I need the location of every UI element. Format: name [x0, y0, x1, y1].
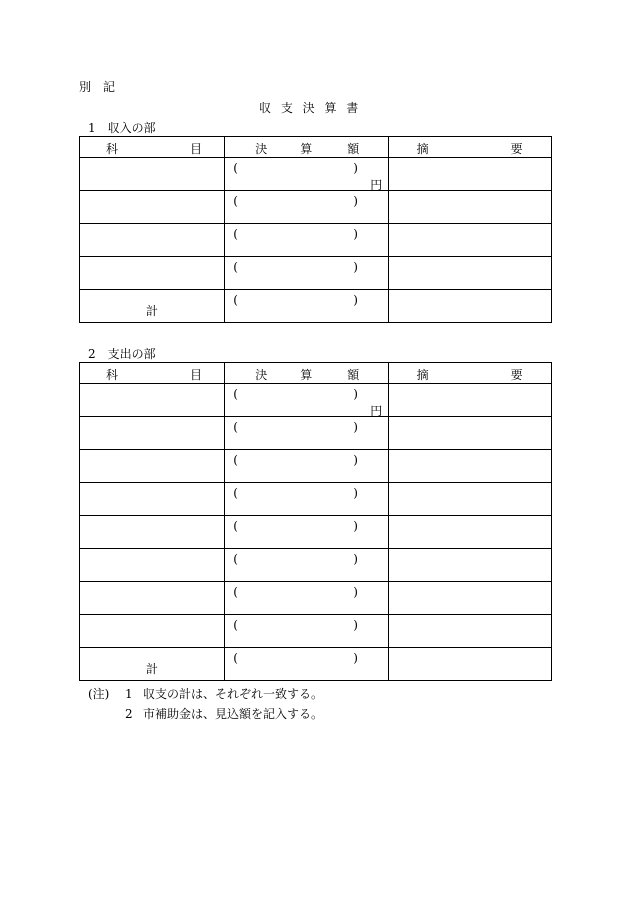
document-title: 収 支 決 算 書: [259, 101, 362, 115]
income-row: [80, 257, 552, 290]
expense-row: [80, 582, 552, 615]
amount-cell[interactable]: ( ): [225, 417, 388, 450]
subject-cell[interactable]: [80, 224, 225, 257]
subject-cell[interactable]: [80, 549, 225, 582]
total-label-cell: 計: [80, 290, 225, 323]
remarks-cell[interactable]: [388, 191, 551, 224]
notes-label: (注): [88, 687, 110, 701]
amount-cell[interactable]: ( ): [225, 257, 388, 290]
remarks-cell[interactable]: [388, 516, 551, 549]
income-table: [79, 136, 552, 323]
remarks-cell[interactable]: [388, 417, 551, 450]
header-subject: 科 目: [80, 363, 225, 384]
header-amount: 決 算 額: [225, 363, 388, 384]
expense-row: [80, 384, 552, 417]
amount-cell[interactable]: ( ): [225, 582, 388, 615]
subject-cell[interactable]: [80, 615, 225, 648]
expense-row: [80, 516, 552, 549]
remarks-cell[interactable]: [388, 615, 551, 648]
note-text: 収支の計は、それぞれ一致する。: [143, 687, 324, 701]
note-text: 市補助金は、見込額を記入する。: [143, 707, 324, 721]
remarks-cell[interactable]: [388, 224, 551, 257]
note-number: 1: [125, 687, 133, 701]
expense-row: [80, 483, 552, 516]
amount-cell[interactable]: ( ) 円: [225, 158, 388, 191]
remarks-cell[interactable]: [388, 582, 551, 615]
subject-cell[interactable]: [80, 191, 225, 224]
expense-header-row: [80, 363, 552, 384]
remarks-cell[interactable]: [388, 384, 551, 417]
income-row: [80, 191, 552, 224]
expense-table: [79, 362, 552, 681]
subject-cell[interactable]: [80, 158, 225, 191]
remarks-cell[interactable]: [388, 549, 551, 582]
total-label-cell: 計: [80, 648, 225, 681]
income-total-row: [80, 290, 552, 323]
amount-cell[interactable]: ( ): [225, 483, 388, 516]
header-amount: 決 算 額: [225, 137, 388, 158]
income-heading: 1 収入の部: [88, 121, 156, 135]
amount-cell[interactable]: ( ): [225, 224, 388, 257]
remarks-cell[interactable]: [388, 450, 551, 483]
note-number: 2: [125, 707, 133, 721]
income-row: [80, 224, 552, 257]
expense-row: [80, 417, 552, 450]
income-header-row: [80, 137, 552, 158]
expense-total-row: [80, 648, 552, 681]
amount-cell[interactable]: ( ): [225, 516, 388, 549]
header-remarks: 摘 要: [388, 137, 551, 158]
expense-row: [80, 450, 552, 483]
remarks-cell[interactable]: [388, 257, 551, 290]
remarks-cell[interactable]: [388, 648, 551, 681]
yen-unit: 円: [370, 404, 383, 418]
yen-unit: 円: [370, 178, 383, 192]
expense-row: [80, 549, 552, 582]
header-remarks: 摘 要: [388, 363, 551, 384]
subject-cell[interactable]: [80, 582, 225, 615]
subject-cell[interactable]: [80, 516, 225, 549]
amount-cell[interactable]: ( ): [225, 615, 388, 648]
amount-cell[interactable]: ( ): [225, 648, 388, 681]
subject-cell[interactable]: [80, 450, 225, 483]
expense-row: [80, 615, 552, 648]
header-subject: 科 目: [80, 137, 225, 158]
remarks-cell[interactable]: [388, 158, 551, 191]
amount-cell[interactable]: ( ): [225, 549, 388, 582]
expense-heading: 2 支出の部: [88, 347, 156, 361]
amount-cell[interactable]: ( ): [225, 191, 388, 224]
subject-cell[interactable]: [80, 417, 225, 450]
subject-cell[interactable]: [80, 257, 225, 290]
remarks-cell[interactable]: [388, 483, 551, 516]
income-row: [80, 158, 552, 191]
amount-cell[interactable]: ( ): [225, 450, 388, 483]
amount-cell[interactable]: ( ) 円: [225, 384, 388, 417]
subject-cell[interactable]: [80, 384, 225, 417]
amount-cell[interactable]: ( ): [225, 290, 388, 323]
subject-cell[interactable]: [80, 483, 225, 516]
remarks-cell[interactable]: [388, 290, 551, 323]
page-label: 別 記: [79, 80, 116, 94]
